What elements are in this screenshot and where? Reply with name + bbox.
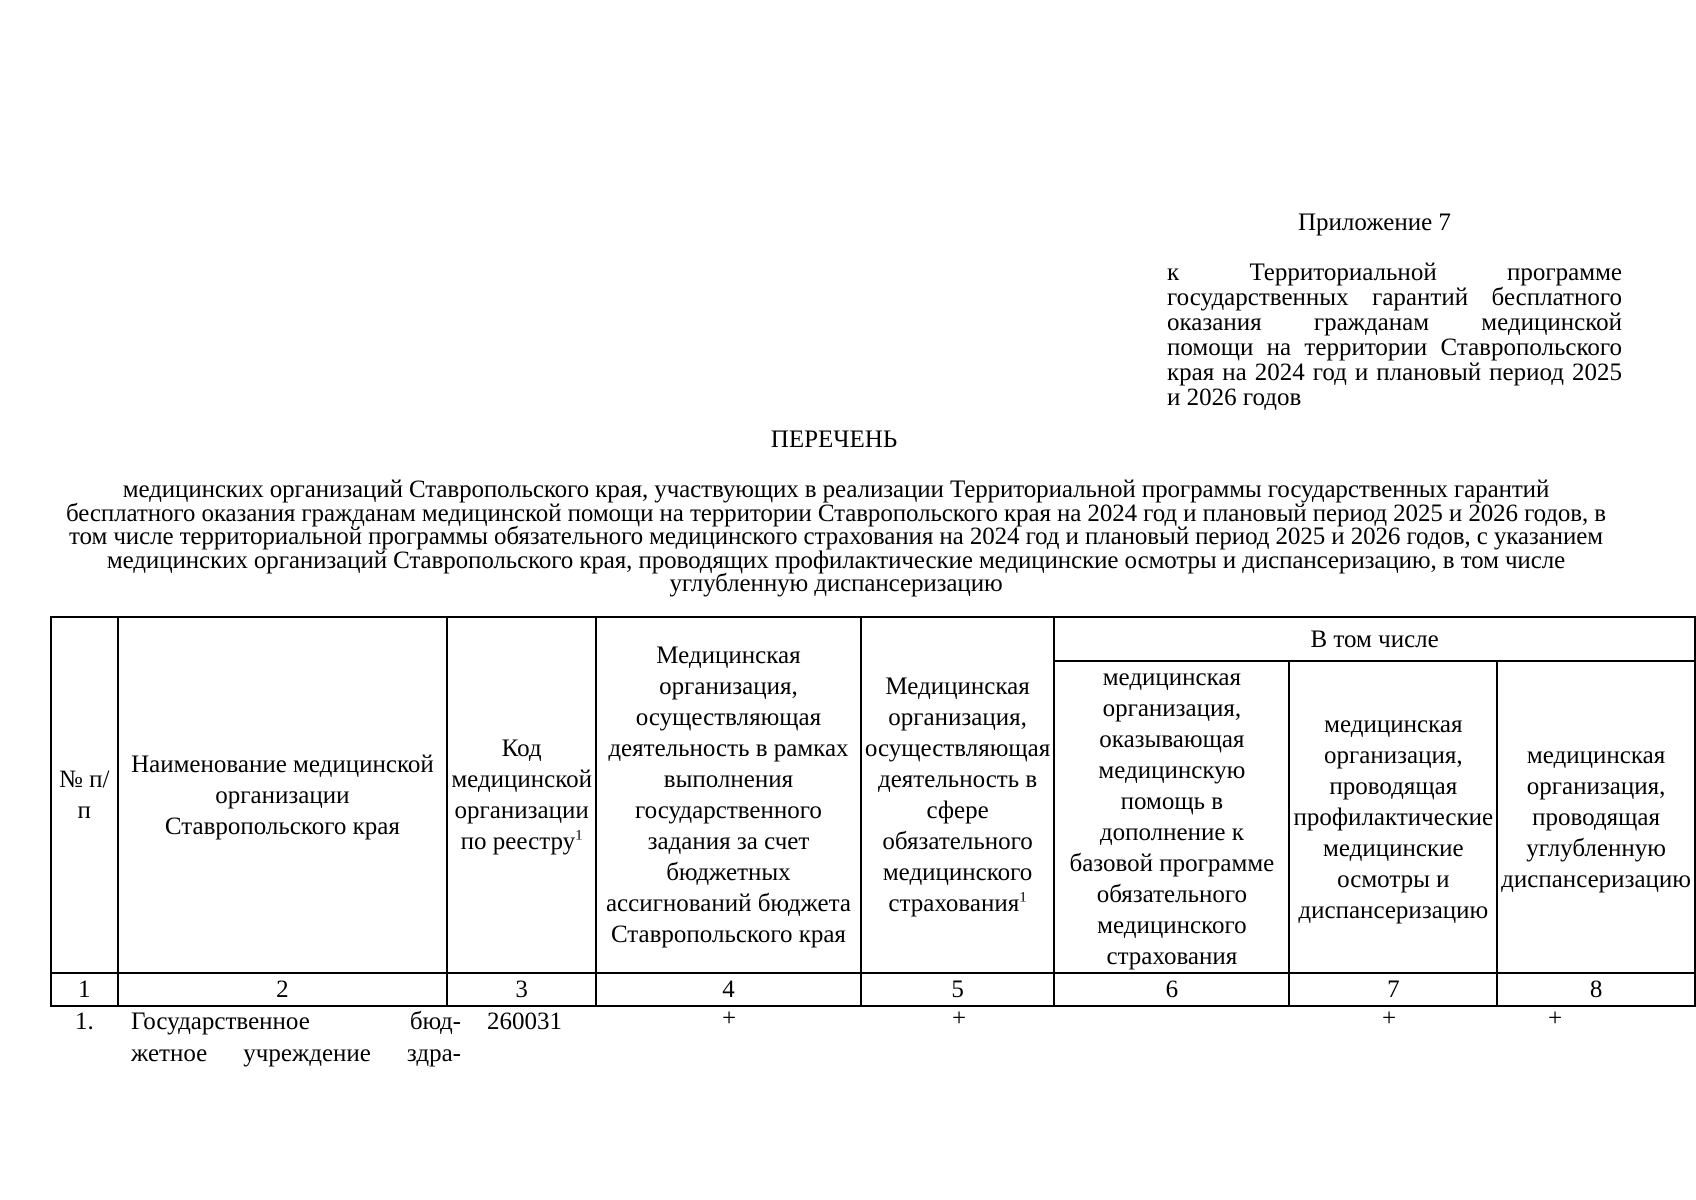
header-oms-footnote: 1 [1019, 889, 1027, 906]
row-prophylactic-mark: + [1381, 1005, 1397, 1032]
header-prophylactic: медицинская организация, проводящая профилактические медицинские осмотры и диспансеризацию [1289, 661, 1497, 973]
column-number: 6 [1054, 973, 1289, 1006]
row-deep-mark: + [1547, 1005, 1563, 1032]
row-number: 1. [75, 1008, 94, 1035]
document-subtitle: медицинских организаций Ставропольского края, участвующих в реализации Территориальной программы государственных гарантий бесплатного оказания гражданам медицинской помощи на территории Ставропольского края на 2024 год и плановый период 2025 и 2026 годов, в том числе территориальной программы обязательного медицинского страхования на 2024 год и плановый период 2025 и 2026 годов, с указанием медицинских организаций Ставропольского края, проводящих профилактические медицинские осмотры и диспансеризацию, в том числе углубленную диспансеризацию [65, 476, 1607, 597]
column-number: 7 [1289, 973, 1497, 1006]
document-title: ПЕРЕЧЕНЬ [770, 426, 898, 453]
row-oms-mark: + [951, 1005, 967, 1032]
column-number: 8 [1497, 973, 1695, 1006]
header-name: Наименование медицинской организации Ставропольского края [118, 617, 448, 973]
header-state-task: Медицинская организация, осуществляющая деятельность в рамках выполнения государственного задания за счет бюджетных ассигнований бюджета Ставропольского края [596, 617, 861, 973]
column-number: 4 [596, 973, 861, 1006]
row-name-line-1 [131, 1006, 461, 1038]
column-number: 2 [118, 973, 448, 1006]
row-name-word: бюд- [409, 1008, 461, 1035]
appendix-text: к Территориальной программе государственных гарантий бесплатного оказания гражданам медицинской помощи на территории Ставропольского края на 2024 год и плановый период 2025 и 2026 годов [1167, 259, 1622, 411]
row-organization-name [131, 1006, 461, 1070]
header-oms [861, 617, 1054, 973]
header-code-footnote: 1 [575, 827, 583, 844]
header-additional: медицинская организация, оказывающая медицинскую помощь в дополнение к базовой программе обязательного медицинского страхования [1054, 661, 1289, 973]
row-state-task-mark: + [721, 1005, 737, 1032]
column-number: 5 [861, 973, 1054, 1006]
organizations-table [50, 616, 1696, 1007]
header-num: № п/п [51, 617, 118, 973]
header-including: В том числе [1054, 617, 1695, 661]
column-number: 3 [447, 973, 596, 1006]
header-oms-text: Медицинская организация, осуществляющая деятельность в сфере обязательного медицинского страхования [864, 673, 1051, 917]
header-code [447, 617, 596, 973]
row-code: 260031 [487, 1008, 562, 1035]
header-code-text: Код медицинской организации по реестру [451, 735, 592, 855]
appendix-title: Приложение 7 [1298, 209, 1451, 236]
row-name-line-2: жетное учреждение здра- [131, 1040, 461, 1067]
header-deep: медицинская организация, проводящая углубленную диспансеризацию [1497, 661, 1695, 973]
column-number: 1 [51, 973, 118, 1006]
row-name-word: Государственное [131, 1008, 310, 1035]
